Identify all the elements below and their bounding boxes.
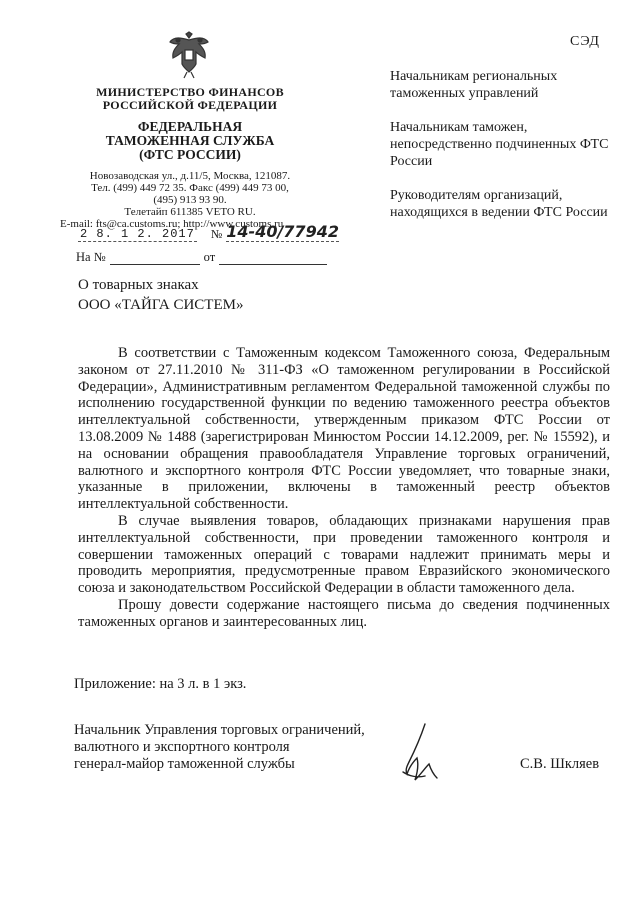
sed-mark: СЭД xyxy=(570,34,600,49)
handwritten-signature xyxy=(395,722,445,784)
addressee: Начальникам таможен, непосредственно подчиненных ФТС России xyxy=(390,120,609,169)
na-label: На № xyxy=(76,250,106,264)
reference-line xyxy=(76,250,331,265)
letter-body xyxy=(78,345,610,631)
addressee: Руководителям организаций, находящихся в ведении ФТС России xyxy=(390,188,608,220)
registration-number: 14-40/77942 xyxy=(226,222,339,241)
letterhead xyxy=(60,86,320,230)
subject: О товарных знаках ООО «ТАЙГА СИСТЕМ» xyxy=(78,277,244,313)
addressees xyxy=(390,68,610,238)
registration-date: 2 8. 1 2. 2017 xyxy=(80,227,195,241)
body-paragraph: В случае выявления товаров, обладающих признаками нарушения прав интеллектуальной собственности, при проведении таможенного контроля и совершении таможенных операций с товарами надлежит принимать меры и проводить мероприятия, предусмотренные правом Евразийского экономического союза и законодательством Российской Федерации в области таможенного дела. xyxy=(78,512,610,597)
body-paragraph: Прошу довести содержание настоящего письма до сведения подчиненных таможенных органов и заинтересованных лиц. xyxy=(78,596,610,630)
ot-label: от xyxy=(203,250,216,264)
ministry-name: МИНИСТЕРСТВО ФИНАНСОВ РОССИЙСКОЙ ФЕДЕРАЦИИ xyxy=(96,85,284,112)
na-blank xyxy=(110,263,200,265)
address-block: Новозаводская ул., д.11/5, Москва, 121087. Тел. (499) 449 72 35. Факс (499) 449 73 00, (495) 913 93 90. Телетайп 611385 VETO RU. xyxy=(89,170,291,218)
appendix-note: Приложение: на 3 л. в 1 экз. xyxy=(74,676,247,692)
body-paragraph: В соответствии с Таможенным кодексом Таможенного союза, Федеральным законом от 27.11.2010 № 311-ФЗ «О таможенном регулировании в Российской Федерации», Административным регламентом Федеральной таможенной службы по исполнению государственной функции по ведению таможенного реестра объектов интеллектуальной собственности, утвержденным приказом ФТС России от 13.08.2009 № 1488 (зарегистрирован Минюстом России 14.12.2009, рег. № 15592), и на основании обращения правообладателя Управление торговых ограничений, валютного и экспортного контроля ФТС России уведомляет, что товарные знаки, указанные в приложении, включены в таможенный реестр объектов интеллектуальной собственности. xyxy=(78,345,610,513)
signer-position: Начальник Управления торговых ограничений, валютного и экспортного контроля генерал-майор таможенной службы xyxy=(74,722,365,772)
ot-blank xyxy=(219,263,327,265)
service-name: ФЕДЕРАЛЬНАЯ ТАМОЖЕННАЯ СЛУЖБА (ФТС РОССИИ) xyxy=(105,119,275,162)
double-headed-eagle-emblem-icon xyxy=(166,30,212,80)
email-line: E-mail: fts@ca.customs.ru; http://www.customs.ru xyxy=(60,218,284,230)
registration-line xyxy=(78,222,339,242)
signer-name: С.В. Шкляев xyxy=(520,756,600,772)
number-sign: № xyxy=(210,227,223,241)
addressee: Начальникам региональных таможенных управлений xyxy=(390,69,558,101)
